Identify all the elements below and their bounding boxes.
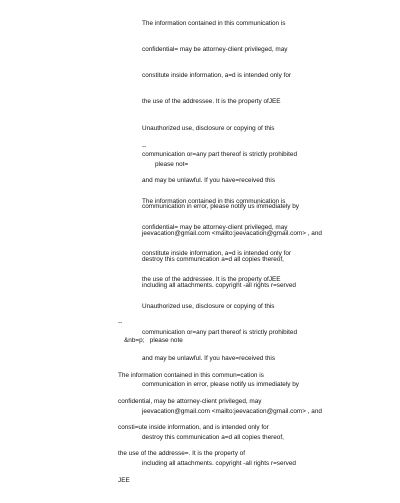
- notice-line: the use of the addressee. It is the property ofJEE: [142, 276, 281, 284]
- notice-line: Unauthorized use, disclosure or copying of this: [142, 124, 275, 132]
- notice-line: including all attachments. copyright -all rights r=served: [142, 282, 296, 289]
- notice-line: the use of the addresse=. It is the property of: [118, 450, 246, 458]
- notice-line: destroy this communication a=d all copies thereof,: [142, 255, 284, 263]
- notice-line: jeevacation@gmail.com <mailto:jeevacation@gmail.com> , and: [142, 407, 322, 415]
- notice-line: jeevacation@gmail.com <mailto:jeevacation@gmail.com> , and: [142, 229, 322, 237]
- notice-line: constitute inside information, a=d is intended only for: [142, 72, 292, 79]
- notice-line: The information contained in this communication is: [142, 19, 286, 27]
- notice-line: Unauthorized use, disclosure or copying of this: [142, 302, 275, 310]
- notice-line: confidential, may be attorney-client privileged, may: [118, 397, 262, 405]
- notice-line: The information contained in this communication is: [142, 197, 286, 205]
- notice-line: communication in error, please notify us immediately by: [142, 381, 299, 389]
- signature-separator: --: [118, 319, 123, 326]
- please-note-heading: please not=: [155, 161, 189, 168]
- notice-line: confidential= may be attorney-client privileged, may: [142, 223, 288, 231]
- notice-line: consti=ute inside information, and is intended only for: [118, 424, 269, 431]
- notice-line: communication or=any part thereof is strictly prohibited: [142, 150, 298, 158]
- confidentiality-notice-3: [118, 354, 269, 503]
- notice-line: The information contained in this commun=cation is: [118, 371, 264, 379]
- notice-line: constitute inside information, a=d is intended only for: [142, 250, 292, 257]
- notice-line: confidential= may be attorney-client privileged, may: [142, 45, 288, 53]
- notice-line: and may be unlawful. If you have=received this: [142, 355, 276, 362]
- signature-separator: --: [142, 143, 147, 150]
- please-note-heading: &nb=p; please note: [124, 337, 183, 344]
- notice-line: the use of the addressee. It is the property ofJEE: [142, 98, 281, 106]
- notice-line: communication in error, please notify us immediately by: [142, 203, 299, 211]
- notice-line: communication or=any part thereof is strictly prohibited: [142, 328, 298, 336]
- notice-line: and may be unlawful. If you have=received this: [142, 177, 276, 184]
- notice-line: including all attachments. copyright -all rights r=served: [142, 460, 296, 467]
- notice-line: JEE: [118, 476, 130, 484]
- notice-line: destroy this communication a=d all copies thereof,: [142, 433, 284, 441]
